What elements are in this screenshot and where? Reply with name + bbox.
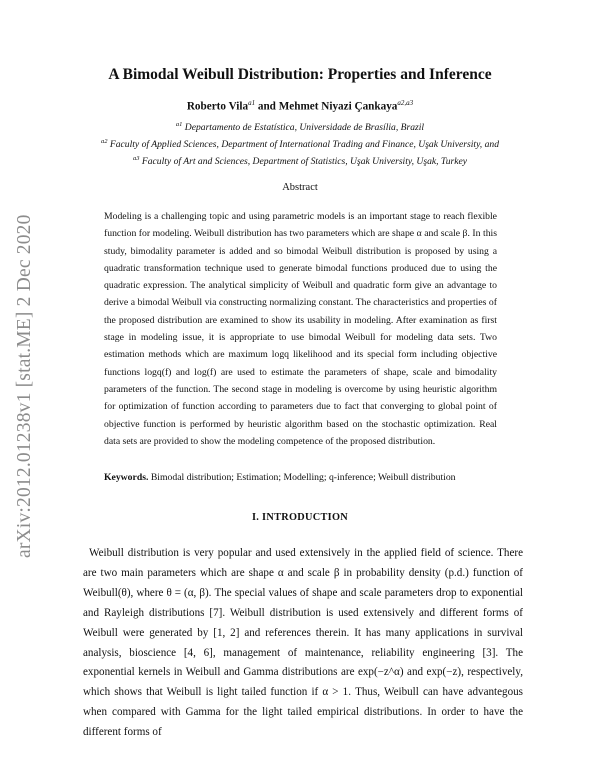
author-affiliation-mark: a2,a3 [397,99,414,107]
affiliation-mark: a3 [132,155,140,162]
introduction-text: Weibull distribution is very popular and used extensively in the applied field of science. There are two main parameters which are shape α and scale β in probability density (p.d.) function of Weibull(θ), where θ = (α, β). The special values of shape and scale parameters drop to exponential and Rayleigh distributions [7]. Weibull distribution is used extensively and different forms of Weibull were generated by [1, 2] and references therein. It has many applications in survival analysis, bioscience [4, 6], management of maintenance, reliability engineering [3]. The exponential kernels in Weibull and Gamma distributions are exp(−z^α) and exp(−z), respectively, which shows that Weibull is light tailed function if α > 1. Thus, Weibull can have advantegous when compared with Gamma for the light tailed empirical distributions. In order to have the different forms of [83,547,523,739]
author-joiner: and [255,100,279,113]
arxiv-identifier-stamp: arXiv:2012.01238v1 [stat.ME] 2 Dec 2020 [14,214,35,558]
abstract-body: Modeling is a challenging topic and using parametric models is an important stage to reach flexible function for modeling. Weibull distribution has two parameters which are shape α and scale β. In this study, bimodality parameter is added and so bimodal Weibull distribution is proposed by using a quadratic transformation technique used to generate bimodal functions produced due to using the quadratic expression. The analytical simplicity of Weibull and quadratic form give an advantage to derive a bimodal Weibull via constructing normalizing constant. The characteristics and properties of the proposed distribution are examined to show its usability in modeling. After examination as first stage in modeling issue, it is appropriate to use bimodal Weibull for modeling data sets. Two estimation methods which are maximum logq likelihood and its special form including objective functions logq(f) and log(f) are used to estimate the parameters of shape, scale and bimodality parameters of the function. The second stage in modeling is overcome by using heuristic algorithm for optimization of function according to parameters due to fact that converging to global point of objective function is performed by heuristic algorithm based on the stochastic optimization. Real data sets are provided to show the modeling competence of the proposed distribution. [104,211,497,447]
author-name: Mehmet Niyazi Çankaya [278,100,398,113]
affiliation-line [0,155,600,167]
paper-title: A Bimodal Weibull Distribution: Properties and Inference [108,66,492,83]
abstract-heading: Abstract [282,182,318,193]
keywords-line [104,472,504,483]
author-name: Roberto Vila [186,100,249,113]
section-heading-introduction: I. INTRODUCTION [251,512,349,523]
keywords-text: Bimodal distribution; Estimation; Modelling; q-inference; Weibull distribution [150,472,456,483]
introduction-body [83,544,523,743]
affiliation-line [0,138,600,150]
affiliation-line [0,121,600,133]
affiliation-text: Faculty of Applied Sciences, Department of International Trading and Finance, Uşak University, and [109,139,499,151]
author-affiliation-mark: a1 [248,99,256,107]
affiliation-text: Departamento de Estatística, Universidade de Brasília, Brazil [184,122,425,134]
author-line [0,99,600,113]
affiliation-mark: a2 [100,138,108,145]
keywords-label: Keywords. [104,472,149,483]
affiliation-text: Faculty of Art and Sciences, Department of Statistics, Uşak University, Uşak, Turkey [141,156,468,168]
affiliation-mark: a1 [175,121,183,128]
